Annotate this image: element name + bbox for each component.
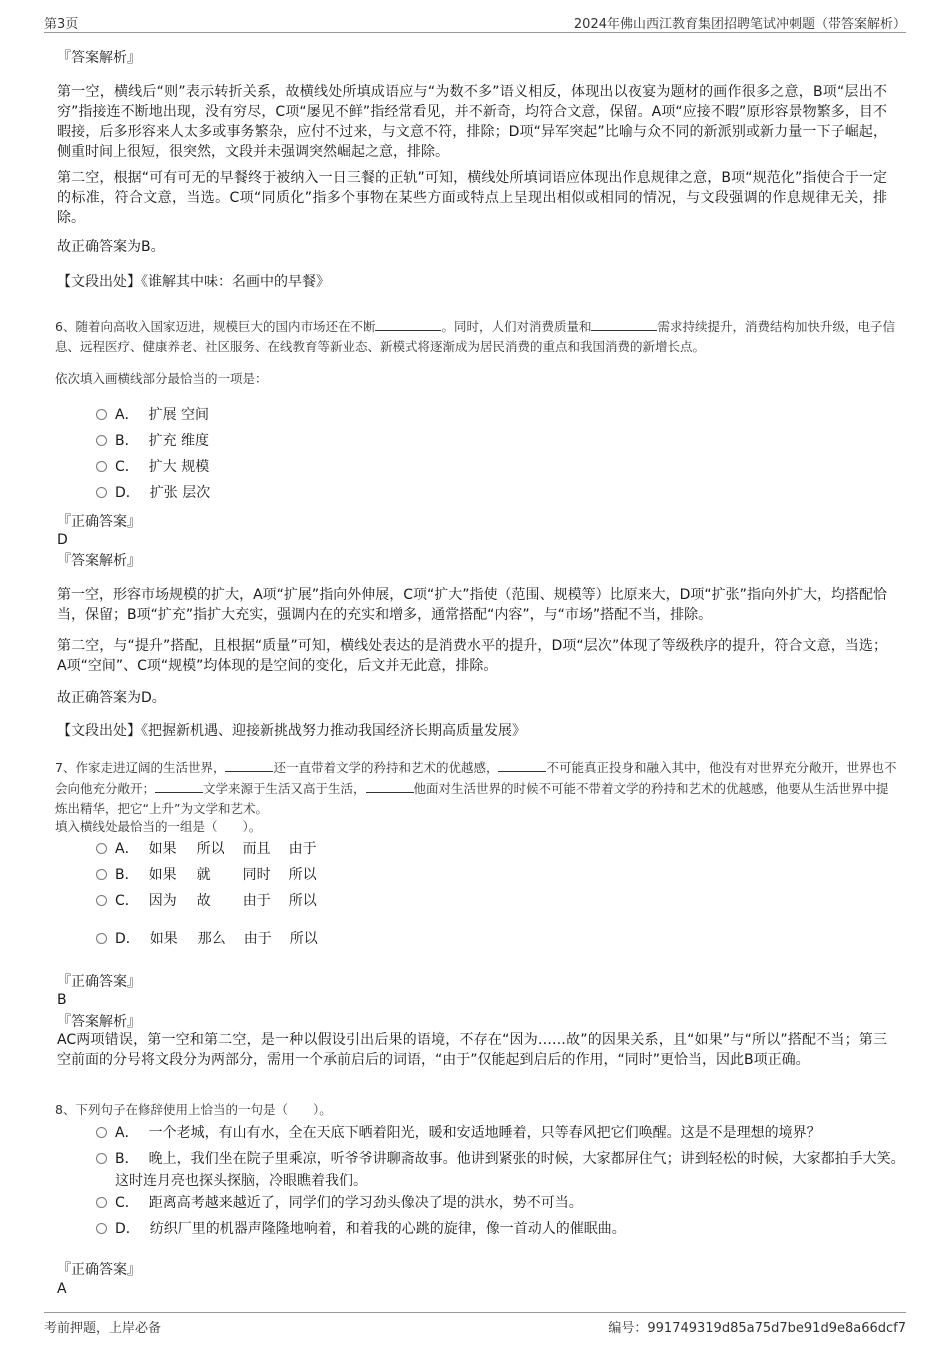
fill-blank xyxy=(498,757,546,772)
radio-button[interactable] xyxy=(96,409,107,420)
q8-option-b[interactable]: B． 晚上，我们坐在院子里乘凉，听爷爷讲聊斋故事。他讲到紧张的时候，大家都屏住气；讲到轻松的时候，大家都拍手大笑。这时连月亮也探头探脑，冷眼瞧着我们。 xyxy=(96,1148,915,1192)
q8-option-d[interactable]: D． 纺织厂里的机器声隆隆地响着，和着我的心跳的旋律，像一首动人的催眠曲。 xyxy=(96,1218,915,1240)
radio-button[interactable] xyxy=(96,869,107,880)
q6-option-b[interactable]: B． 扩充 维度 xyxy=(96,430,896,452)
radio-button[interactable] xyxy=(96,1153,107,1164)
q5-analysis-label: 『答案解析』 xyxy=(57,50,141,66)
radio-button[interactable] xyxy=(96,1223,107,1234)
q7-analysis-label: 『答案解析』 xyxy=(57,1014,141,1030)
q6-source: 【文段出处】《把握新机遇、迎接新挑战努力推动我国经济长期高质量发展》 xyxy=(57,723,526,739)
q7-analysis: AC两项错误，第一空和第二空，是一种以假设引出后果的语境，不存在“因为……故”的因果关系，且“如果”与“所以”搭配不当；第三空前面的分号将文段分为两部分，需用一个承前启后的词语，“由于”仅能起到启后的作用，“同时”更恰当，因此B项正确。 xyxy=(57,1032,887,1068)
radio-button[interactable] xyxy=(96,1127,107,1138)
fill-blank xyxy=(375,316,441,331)
q7-option-a[interactable]: A． 如果 所以 而且 由于 xyxy=(96,838,896,860)
q7-answer: B xyxy=(57,992,67,1008)
fill-blank xyxy=(591,316,657,331)
q6-option-c[interactable]: C． 扩大 规模 xyxy=(96,456,896,478)
q5-analysis-paragraph-2: 第二空，根据“可有可无的早餐终于被纳入一日三餐的正轨”可知，横线处所填词语应体现出作息规律之意，B项“规范化”指使合于一定的标准，符合文意，当选。C项“同质化”指多个事物在某些方面或特点上呈现出相似或相同的情况，与文段强调的作息规律无关，排除。 xyxy=(57,170,887,226)
q8-answer: A xyxy=(57,1281,67,1297)
footer-slogan: 考前押题，上岸必备 xyxy=(44,1321,162,1336)
q5-source: 【文段出处】《谁解其中味：名画中的早餐》 xyxy=(57,274,330,290)
q7-option-b[interactable]: B． 如果 就 同时 所以 xyxy=(96,864,896,886)
q6-analysis-label: 『答案解析』 xyxy=(57,553,141,569)
q6-conclusion: 故正确答案为D。 xyxy=(57,690,166,706)
q6-stem: 6、随着向高收入国家迈进，规模巨大的国内市场还在不断 。同时，人们对消费质量和 需求持续提升，消费结构加快升级，电子信息、远程医疗、健康养老、社区服务、在线教育等新业态、新模式将逐渐成为居民消费的重点和我国消费的新增长点。 xyxy=(55,316,900,357)
q7-answer-label: 『正确答案』 xyxy=(57,974,141,990)
radio-button[interactable] xyxy=(96,487,107,498)
page-footer xyxy=(44,1312,906,1337)
q6-answer: D xyxy=(57,532,68,548)
q6-answer-label: 『正确答案』 xyxy=(57,514,141,530)
document-title: 2024年佛山西江教育集团招聘笔试冲刺题（带答案解析） xyxy=(573,17,906,32)
page-header xyxy=(44,10,906,33)
radio-button[interactable] xyxy=(96,435,107,446)
fill-blank xyxy=(225,757,273,772)
radio-button[interactable] xyxy=(96,933,107,944)
q6-prompt: 依次填入画横线部分最恰当的一项是： xyxy=(55,371,268,386)
radio-button[interactable] xyxy=(96,461,107,472)
radio-button[interactable] xyxy=(96,843,107,854)
radio-button[interactable] xyxy=(96,895,107,906)
q7-stem: 7、作家走进辽阔的生活世界， 还一直带着文学的矜持和艺术的优越感， 不可能真正投身和融入其中，他没有对世界充分敞开，世界也不会向他充分敞开； 文学来源于生活又高于生活， 他面对生活世界的时候不可能不带着文学的矜持和艺术的优越感，他要从生活世界中提炼出精华，把它“上升”为文学和艺术。 xyxy=(55,757,900,819)
fill-blank xyxy=(366,778,414,793)
page-number: 第3页 xyxy=(44,17,79,32)
q8-option-c[interactable]: C． 距离高考越来越近了，同学们的学习劲头像决了堤的洪水，势不可当。 xyxy=(96,1192,915,1214)
q6-option-d[interactable]: D． 扩张 层次 xyxy=(96,482,896,504)
q7-option-d[interactable]: D． 如果 那么 由于 所以 xyxy=(96,928,896,950)
q6-analysis-paragraph-2: 第二空，与“提升”搭配，且根据“质量”可知，横线处表达的是消费水平的提升，D项“层次”体现了等级秩序的提升，符合文意，当选；A项“空间”、C项“规模”均体现的是空间的变化，后文并无此意，排除。 xyxy=(57,638,887,674)
q7-prompt: 填入横线处最恰当的一组是（ ）。 xyxy=(55,819,262,834)
q6-option-a[interactable]: A． 扩展 空间 xyxy=(96,404,896,426)
radio-button[interactable] xyxy=(96,1197,107,1208)
q5-analysis-paragraph-1: 第一空，横线后“则”表示转折关系，故横线处所填成语应与“为数不多”语义相反，体现出以夜宴为题材的画作很多之意，B项“层出不穷”指接连不断地出现，没有穷尽，C项“屡见不鲜”指经常看见，并不新奇，均符合文意，保留。A项“应接不暇”原形容景物繁多，目不暇接，后多形容来人太多或事务繁杂，应付不过来，与文意不符，排除；D项“异军突起”比喻与众不同的新派别或新力量一下子崛起，侧重时间上很短，很突然，文段并未强调突然崛起之意，排除。 xyxy=(57,84,887,160)
q6-analysis-paragraph-1: 第一空，形容市场规模的扩大，A项“扩展”指向外伸展，C项“扩大”指使（范围、规模等）比原来大，D项“扩张”指向外扩大，均搭配恰当，保留；B项“扩充”指扩大充实，强调内在的充实和增多，通常搭配“内容”，与“市场”搭配不当，排除。 xyxy=(57,587,887,623)
fill-blank xyxy=(155,778,203,793)
document-code: 编号：991749319d85a75d7be91d9e8a66dcf7 xyxy=(608,1321,906,1336)
q8-option-a[interactable]: A． 一个老城，有山有水，全在天底下晒着阳光，暖和安适地睡着，只等春风把它们唤醒。这是不是理想的境界？ xyxy=(96,1122,915,1144)
q8-answer-label: 『正确答案』 xyxy=(57,1262,141,1278)
q5-conclusion: 故正确答案为B。 xyxy=(57,239,165,255)
q7-option-c[interactable]: C． 因为 故 由于 所以 xyxy=(96,890,896,912)
q8-stem: 8、下列句子在修辞使用上恰当的一句是（ ）。 xyxy=(55,1102,332,1117)
